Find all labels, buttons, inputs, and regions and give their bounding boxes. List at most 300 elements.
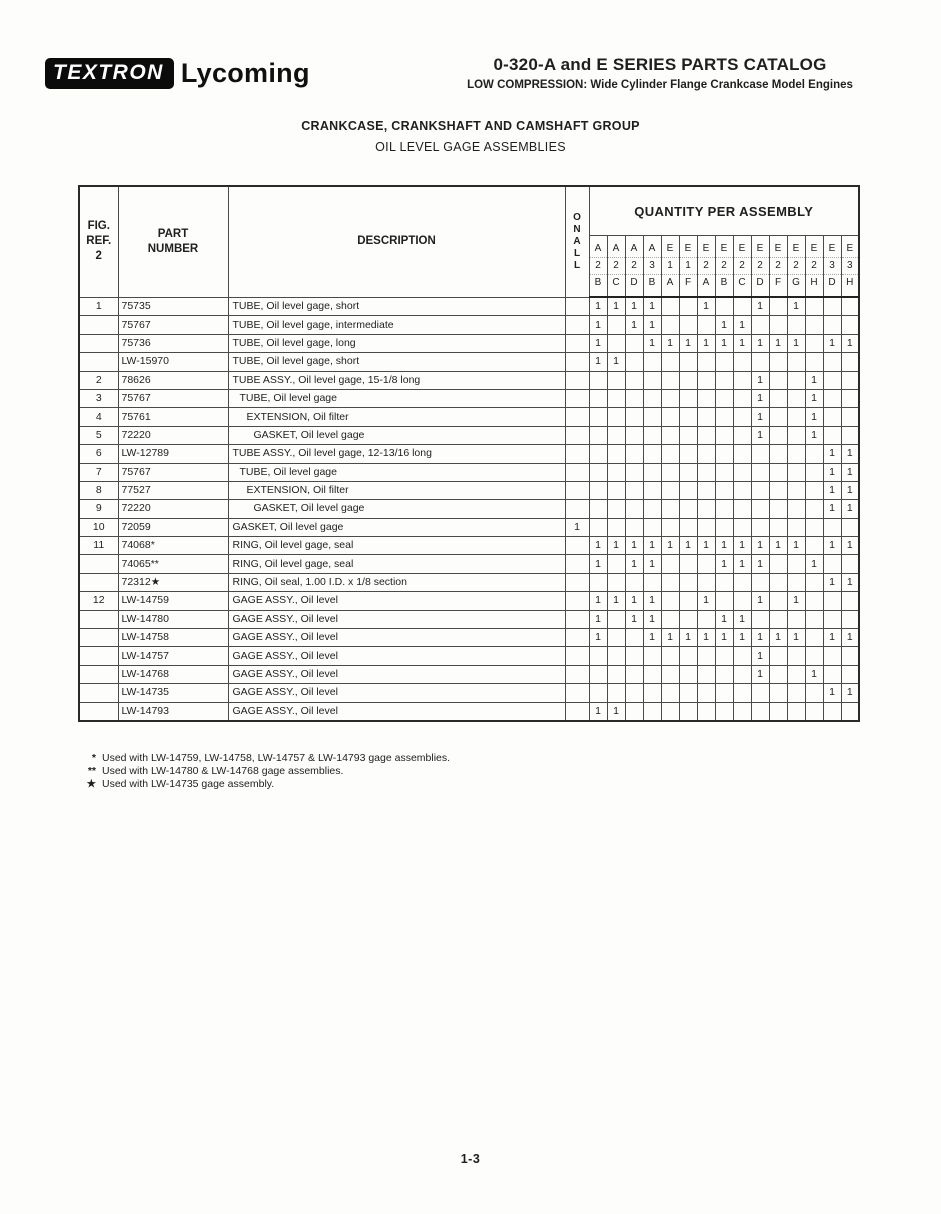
catalog-header bbox=[435, 55, 885, 91]
fig-ref-cell bbox=[79, 353, 118, 371]
qty-cell bbox=[679, 389, 697, 407]
qty-cell bbox=[589, 426, 607, 444]
qty-cell: 1 bbox=[589, 629, 607, 647]
table-row bbox=[79, 610, 859, 628]
table-header-row bbox=[79, 186, 859, 236]
qty-cell bbox=[661, 647, 679, 665]
model-letter: A bbox=[648, 243, 656, 254]
part-number-cell: LW-12789 bbox=[118, 445, 228, 463]
description-cell: TUBE, Oil level gage, short bbox=[228, 297, 565, 316]
model-letter: E bbox=[846, 243, 854, 254]
qty-cell: 1 bbox=[625, 316, 643, 334]
part-number-cell: 72312★ bbox=[118, 573, 228, 591]
description-cell: TUBE, Oil level gage bbox=[228, 389, 565, 407]
description-cell: GASKET, Oil level gage bbox=[228, 500, 565, 518]
model-letter: 3 bbox=[824, 257, 841, 274]
qty-cell bbox=[679, 297, 697, 316]
qty-cell bbox=[805, 573, 823, 591]
qty-cell bbox=[751, 610, 769, 628]
qty-cell: 1 bbox=[643, 334, 661, 352]
model-letter: A bbox=[630, 243, 638, 254]
qty-cell bbox=[733, 702, 751, 721]
qty-cell bbox=[787, 573, 805, 591]
qty-cell bbox=[679, 665, 697, 683]
qty-cell: 1 bbox=[787, 334, 805, 352]
part-number-cell: 75767 bbox=[118, 316, 228, 334]
qty-cell bbox=[697, 665, 715, 683]
qty-cell: 1 bbox=[643, 555, 661, 573]
description-cell: TUBE, Oil level gage, short bbox=[228, 353, 565, 371]
qty-cell bbox=[697, 445, 715, 463]
footnote bbox=[58, 752, 450, 765]
fig-ref-cell: 5 bbox=[79, 426, 118, 444]
qty-cell bbox=[679, 500, 697, 518]
section-header bbox=[0, 119, 941, 154]
qty-cell: 1 bbox=[625, 297, 643, 316]
description-cell: TUBE, Oil level gage, intermediate bbox=[228, 316, 565, 334]
qty-cell: 1 bbox=[787, 592, 805, 610]
qty-cell bbox=[643, 665, 661, 683]
model-letter: E bbox=[702, 243, 710, 254]
qty-cell bbox=[715, 463, 733, 481]
qty-cell bbox=[751, 702, 769, 721]
on-all-cell bbox=[565, 463, 589, 481]
on-all-cell bbox=[565, 702, 589, 721]
qty-cell bbox=[769, 426, 787, 444]
qty-cell bbox=[679, 408, 697, 426]
qty-cell bbox=[733, 463, 751, 481]
qty-cell bbox=[697, 518, 715, 536]
qty-cell: 1 bbox=[823, 334, 841, 352]
qty-cell bbox=[769, 702, 787, 721]
description-header: DESCRIPTION bbox=[228, 186, 565, 297]
qty-cell: 1 bbox=[697, 537, 715, 555]
on-all-cell bbox=[565, 371, 589, 389]
qty-cell bbox=[679, 316, 697, 334]
description-cell: TUBE ASSY., Oil level gage, 15-1/8 long bbox=[228, 371, 565, 389]
qty-cell: 1 bbox=[841, 463, 859, 481]
qty-cell bbox=[697, 463, 715, 481]
qty-cell bbox=[607, 481, 625, 499]
fig-ref-cell: 1 bbox=[79, 297, 118, 316]
qty-cell bbox=[679, 592, 697, 610]
table-row bbox=[79, 334, 859, 352]
qty-cell bbox=[607, 371, 625, 389]
qty-cell bbox=[787, 518, 805, 536]
table-row bbox=[79, 408, 859, 426]
qty-cell: 1 bbox=[805, 665, 823, 683]
qty-cell bbox=[625, 408, 643, 426]
qty-cell bbox=[733, 445, 751, 463]
part-number-cell: LW-14735 bbox=[118, 684, 228, 702]
model-col-header-E1F bbox=[679, 236, 697, 298]
model-letter: 2 bbox=[770, 257, 787, 274]
qty-cell bbox=[625, 665, 643, 683]
model-letter: A bbox=[612, 243, 620, 254]
model-letter: 2 bbox=[806, 257, 823, 274]
qty-cell bbox=[769, 481, 787, 499]
qty-cell: 1 bbox=[787, 629, 805, 647]
qty-cell: 1 bbox=[751, 555, 769, 573]
model-col-header-E3H bbox=[841, 236, 859, 298]
qty-cell: 1 bbox=[841, 500, 859, 518]
part-number-cell: LW-14759 bbox=[118, 592, 228, 610]
qty-cell bbox=[715, 702, 733, 721]
on-all-cell bbox=[565, 481, 589, 499]
qty-cell: 1 bbox=[823, 537, 841, 555]
qty-cell bbox=[733, 592, 751, 610]
model-letter: 2 bbox=[626, 257, 643, 274]
qty-cell bbox=[661, 592, 679, 610]
part-number-cell: 77527 bbox=[118, 481, 228, 499]
model-letter: 3 bbox=[644, 257, 661, 274]
qty-cell bbox=[823, 665, 841, 683]
description-cell: EXTENSION, Oil filter bbox=[228, 481, 565, 499]
qty-cell: 1 bbox=[715, 610, 733, 628]
fig-ref-header bbox=[79, 186, 118, 297]
qty-cell bbox=[607, 445, 625, 463]
description-cell: RING, Oil level gage, seal bbox=[228, 555, 565, 573]
model-letter: H bbox=[842, 274, 859, 291]
qty-cell bbox=[805, 684, 823, 702]
qty-cell bbox=[805, 537, 823, 555]
qty-cell bbox=[661, 408, 679, 426]
qty-cell bbox=[787, 481, 805, 499]
qty-cell bbox=[751, 573, 769, 591]
table-row bbox=[79, 573, 859, 591]
qty-cell bbox=[697, 684, 715, 702]
table-row bbox=[79, 537, 859, 555]
model-letter: E bbox=[792, 243, 800, 254]
fig-ref-cell bbox=[79, 702, 118, 721]
qty-cell: 1 bbox=[769, 629, 787, 647]
qty-cell: 1 bbox=[733, 610, 751, 628]
qty-cell bbox=[607, 426, 625, 444]
on-all-cell bbox=[565, 426, 589, 444]
qty-cell bbox=[823, 371, 841, 389]
on-all-cell bbox=[565, 408, 589, 426]
fig-ref-cell: 12 bbox=[79, 592, 118, 610]
qty-cell bbox=[787, 647, 805, 665]
qty-cell bbox=[841, 371, 859, 389]
page-number: 1-3 bbox=[460, 1152, 481, 1166]
qty-cell: 1 bbox=[823, 573, 841, 591]
qty-cell bbox=[787, 463, 805, 481]
model-letter: G bbox=[788, 274, 805, 291]
model-letter: 2 bbox=[716, 257, 733, 274]
qty-cell bbox=[805, 463, 823, 481]
qty-cell bbox=[823, 518, 841, 536]
qty-cell bbox=[697, 647, 715, 665]
qty-cell: 1 bbox=[607, 702, 625, 721]
part-number-header-line: NUMBER bbox=[147, 242, 199, 255]
qty-cell bbox=[697, 316, 715, 334]
section-subtitle: OIL LEVEL GAGE ASSEMBLIES bbox=[375, 140, 566, 154]
description-cell: TUBE, Oil level gage, long bbox=[228, 334, 565, 352]
qty-cell bbox=[625, 334, 643, 352]
model-col-header-E2H bbox=[805, 236, 823, 298]
qty-cell bbox=[787, 665, 805, 683]
table-row bbox=[79, 592, 859, 610]
on-all-cell bbox=[565, 389, 589, 407]
qty-cell: 1 bbox=[661, 537, 679, 555]
qty-cell bbox=[661, 500, 679, 518]
model-letter: B bbox=[590, 274, 607, 291]
qty-cell bbox=[787, 353, 805, 371]
qty-cell: 1 bbox=[751, 426, 769, 444]
qty-cell bbox=[787, 316, 805, 334]
catalog-subtitle: LOW COMPRESSION: Wide Cylinder Flange Crankcase Model Engines bbox=[467, 79, 853, 91]
qty-cell: 1 bbox=[715, 629, 733, 647]
qty-cell bbox=[643, 684, 661, 702]
fig-ref-cell: 2 bbox=[79, 371, 118, 389]
qty-cell bbox=[679, 684, 697, 702]
footnote bbox=[58, 778, 450, 791]
qty-cell: 1 bbox=[589, 316, 607, 334]
model-col-header-E2A bbox=[697, 236, 715, 298]
model-letter: B bbox=[644, 274, 661, 291]
qty-cell bbox=[625, 389, 643, 407]
qty-cell bbox=[823, 408, 841, 426]
qty-cell: 1 bbox=[805, 371, 823, 389]
model-col-header-E1A bbox=[661, 236, 679, 298]
description-cell: GAGE ASSY., Oil level bbox=[228, 647, 565, 665]
description-cell: GASKET, Oil level gage bbox=[228, 426, 565, 444]
qty-cell: 1 bbox=[625, 610, 643, 628]
qty-cell bbox=[823, 647, 841, 665]
qty-cell bbox=[787, 684, 805, 702]
qty-cell: 1 bbox=[697, 297, 715, 316]
qty-cell bbox=[589, 463, 607, 481]
model-letter: E bbox=[774, 243, 782, 254]
qty-cell bbox=[751, 353, 769, 371]
qty-cell: 1 bbox=[589, 537, 607, 555]
qty-cell: 1 bbox=[823, 463, 841, 481]
on-all-cell bbox=[565, 573, 589, 591]
model-col-header-A3B bbox=[643, 236, 661, 298]
fig-ref-cell bbox=[79, 573, 118, 591]
qty-cell: 1 bbox=[625, 592, 643, 610]
description-cell: RING, Oil seal, 1.00 I.D. x 1/8 section bbox=[228, 573, 565, 591]
on-all-header bbox=[565, 186, 589, 297]
qty-cell bbox=[607, 573, 625, 591]
qty-cell bbox=[841, 389, 859, 407]
qty-cell bbox=[643, 647, 661, 665]
part-number-cell: 78626 bbox=[118, 371, 228, 389]
qty-cell bbox=[643, 389, 661, 407]
qty-cell bbox=[661, 518, 679, 536]
qty-cell bbox=[733, 500, 751, 518]
qty-cell bbox=[661, 610, 679, 628]
part-number-cell: 72220 bbox=[118, 426, 228, 444]
qty-cell bbox=[661, 445, 679, 463]
fig-ref-header-line: 2 bbox=[95, 250, 102, 263]
fig-ref-cell: 9 bbox=[79, 500, 118, 518]
qty-cell bbox=[643, 573, 661, 591]
on-all-cell bbox=[565, 316, 589, 334]
on-all-cell bbox=[565, 334, 589, 352]
qty-cell: 1 bbox=[589, 592, 607, 610]
qty-cell bbox=[787, 702, 805, 721]
qty-cell: 1 bbox=[751, 592, 769, 610]
qty-cell bbox=[697, 481, 715, 499]
qty-cell bbox=[715, 389, 733, 407]
fig-ref-cell bbox=[79, 629, 118, 647]
footnote bbox=[58, 765, 450, 778]
qty-cell: 1 bbox=[733, 555, 751, 573]
qty-cell: 1 bbox=[643, 629, 661, 647]
model-letter: D bbox=[626, 274, 643, 291]
qty-cell bbox=[823, 353, 841, 371]
qty-cell: 1 bbox=[823, 481, 841, 499]
fig-ref-cell bbox=[79, 334, 118, 352]
model-letter: 2 bbox=[788, 257, 805, 274]
qty-cell: 1 bbox=[715, 537, 733, 555]
qty-cell bbox=[607, 518, 625, 536]
qty-cell: 1 bbox=[679, 334, 697, 352]
qty-cell bbox=[769, 408, 787, 426]
qty-cell bbox=[751, 481, 769, 499]
section-title: CRANKCASE, CRANKSHAFT AND CAMSHAFT GROUP bbox=[301, 119, 640, 133]
qty-cell bbox=[715, 408, 733, 426]
qty-cell bbox=[607, 555, 625, 573]
qty-cell: 1 bbox=[643, 592, 661, 610]
qty-cell bbox=[787, 389, 805, 407]
qty-cell bbox=[625, 647, 643, 665]
qty-cell: 1 bbox=[607, 537, 625, 555]
qty-cell bbox=[643, 702, 661, 721]
qty-cell bbox=[733, 647, 751, 665]
on-all-cell bbox=[565, 537, 589, 555]
qty-cell bbox=[841, 665, 859, 683]
qty-cell bbox=[805, 702, 823, 721]
description-cell: TUBE, Oil level gage bbox=[228, 463, 565, 481]
qty-cell bbox=[643, 500, 661, 518]
qty-cell bbox=[805, 518, 823, 536]
qty-cell: 1 bbox=[769, 334, 787, 352]
qty-cell bbox=[769, 389, 787, 407]
qty-cell bbox=[661, 389, 679, 407]
qty-cell bbox=[733, 389, 751, 407]
qty-cell bbox=[589, 481, 607, 499]
qty-cell bbox=[589, 665, 607, 683]
qty-cell: 1 bbox=[787, 297, 805, 316]
table-row bbox=[79, 445, 859, 463]
qty-cell bbox=[607, 610, 625, 628]
qty-cell bbox=[679, 518, 697, 536]
qty-cell bbox=[679, 481, 697, 499]
qty-cell bbox=[625, 702, 643, 721]
on-all-cell: 1 bbox=[565, 518, 589, 536]
qty-cell: 1 bbox=[607, 297, 625, 316]
qty-cell: 1 bbox=[661, 334, 679, 352]
fig-ref-cell bbox=[79, 647, 118, 665]
qty-cell bbox=[841, 610, 859, 628]
part-number-cell: 72059 bbox=[118, 518, 228, 536]
model-letter: A bbox=[594, 243, 602, 254]
qty-cell: 1 bbox=[697, 334, 715, 352]
qty-cell bbox=[787, 445, 805, 463]
qty-cell bbox=[679, 647, 697, 665]
part-number-cell: 74068* bbox=[118, 537, 228, 555]
part-number-cell: 75735 bbox=[118, 297, 228, 316]
model-col-header-E2F bbox=[769, 236, 787, 298]
qty-cell bbox=[787, 555, 805, 573]
qty-cell bbox=[715, 592, 733, 610]
model-letter: 1 bbox=[662, 257, 679, 274]
qty-cell bbox=[607, 463, 625, 481]
on-all-letter: A bbox=[573, 235, 581, 247]
brand-name: Lycoming bbox=[180, 58, 310, 88]
model-col-header-E3D bbox=[823, 236, 841, 298]
qty-cell bbox=[751, 445, 769, 463]
fig-ref-cell bbox=[79, 684, 118, 702]
qty-cell bbox=[769, 647, 787, 665]
on-all-cell bbox=[565, 555, 589, 573]
qty-cell bbox=[589, 500, 607, 518]
qty-cell bbox=[607, 665, 625, 683]
qty-cell: 1 bbox=[733, 334, 751, 352]
quantity-per-assembly-header: QUANTITY PER ASSEMBLY bbox=[589, 186, 859, 236]
qty-cell: 1 bbox=[841, 629, 859, 647]
qty-cell bbox=[679, 573, 697, 591]
on-all-letter: N bbox=[573, 223, 581, 235]
qty-cell bbox=[769, 297, 787, 316]
qty-cell bbox=[733, 684, 751, 702]
table-row bbox=[79, 353, 859, 371]
table-row bbox=[79, 518, 859, 536]
fig-ref-cell: 7 bbox=[79, 463, 118, 481]
fig-ref-cell: 8 bbox=[79, 481, 118, 499]
qty-cell bbox=[769, 592, 787, 610]
model-letter: 2 bbox=[608, 257, 625, 274]
fig-ref-cell: 10 bbox=[79, 518, 118, 536]
table-row bbox=[79, 684, 859, 702]
description-cell: EXTENSION, Oil filter bbox=[228, 408, 565, 426]
qty-cell bbox=[607, 684, 625, 702]
qty-cell bbox=[841, 297, 859, 316]
fig-ref-cell bbox=[79, 555, 118, 573]
model-letter: A bbox=[662, 274, 679, 291]
qty-cell: 1 bbox=[643, 297, 661, 316]
part-number-cell: LW-14780 bbox=[118, 610, 228, 628]
qty-cell: 1 bbox=[751, 297, 769, 316]
qty-cell: 1 bbox=[841, 334, 859, 352]
qty-cell bbox=[841, 408, 859, 426]
qty-cell bbox=[643, 353, 661, 371]
qty-cell bbox=[823, 702, 841, 721]
qty-cell bbox=[805, 445, 823, 463]
qty-cell bbox=[841, 353, 859, 371]
qty-cell bbox=[805, 592, 823, 610]
table-row bbox=[79, 389, 859, 407]
qty-cell bbox=[733, 408, 751, 426]
qty-cell bbox=[625, 353, 643, 371]
qty-cell: 1 bbox=[607, 592, 625, 610]
qty-cell bbox=[661, 353, 679, 371]
model-letter: E bbox=[684, 243, 692, 254]
qty-cell bbox=[679, 426, 697, 444]
model-letter: 2 bbox=[734, 257, 751, 274]
qty-cell: 1 bbox=[733, 316, 751, 334]
table-row bbox=[79, 371, 859, 389]
table-row bbox=[79, 463, 859, 481]
qty-cell bbox=[841, 518, 859, 536]
qty-cell bbox=[661, 665, 679, 683]
model-letter: 2 bbox=[752, 257, 769, 274]
qty-cell bbox=[805, 297, 823, 316]
footnotes bbox=[58, 752, 450, 791]
